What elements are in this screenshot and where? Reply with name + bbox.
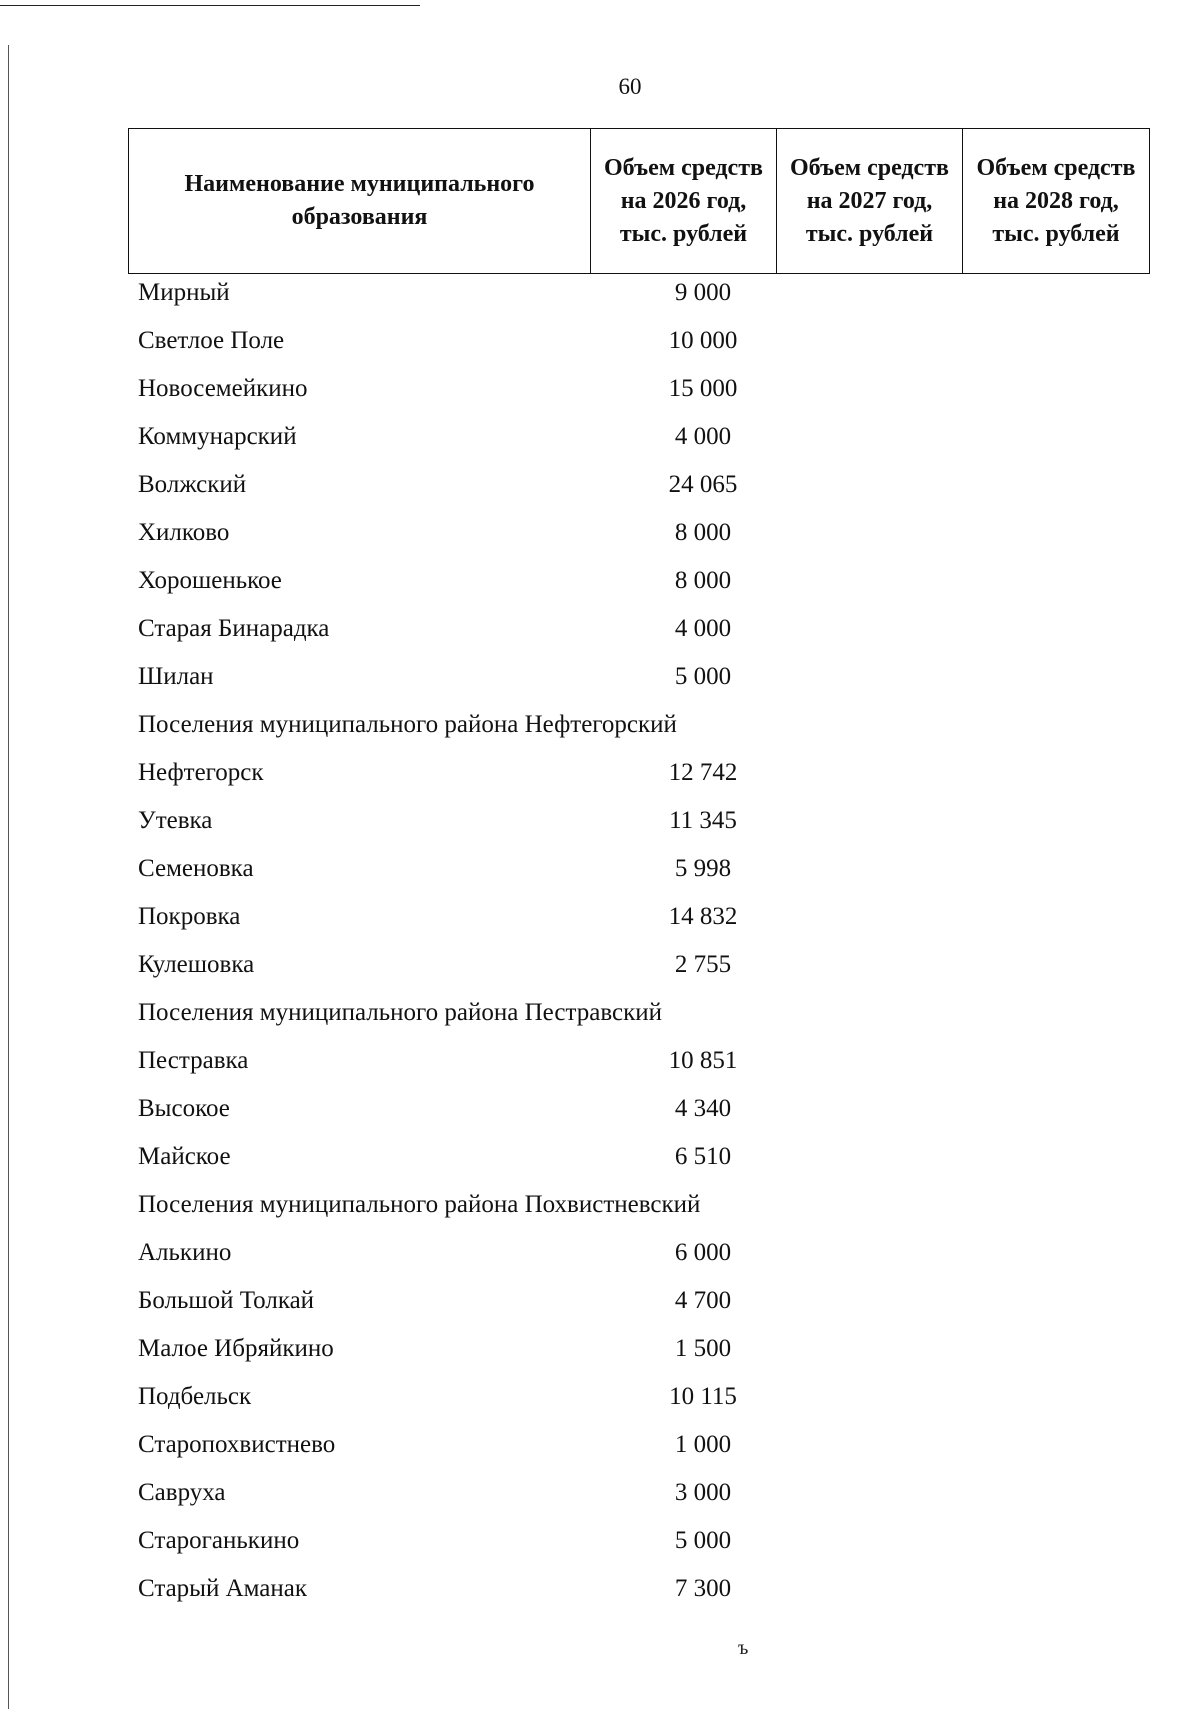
table-body: [138, 279, 1149, 1623]
amount-2026: 5 000: [674, 1527, 732, 1554]
municipality-name: Мирный: [138, 279, 230, 306]
table-row: [138, 519, 1149, 567]
amount-2027-2028-empty: [818, 1143, 1149, 1191]
amount-2026: 1 500: [674, 1335, 732, 1362]
amount-2027-2028-empty: [818, 1335, 1149, 1383]
amount-2026: 8 000: [674, 519, 732, 546]
amount-2026: 1 000: [674, 1431, 732, 1458]
municipality-name: Старая Бинарадка: [138, 615, 330, 642]
table-row: [138, 1095, 1149, 1143]
amount-2026: 10 115: [669, 1383, 737, 1410]
amount-2026: 11 345: [669, 807, 737, 834]
municipality-name: Савруха: [138, 1479, 226, 1506]
amount-2026: 12 742: [668, 759, 738, 786]
amount-2026: 15 000: [668, 375, 738, 402]
municipality-name: Майское: [138, 1143, 231, 1170]
header-name-column: Наименование муниципального образования: [129, 129, 591, 274]
amount-2026: 10 000: [668, 327, 738, 354]
table-row: [138, 471, 1149, 519]
page-number: 60: [618, 74, 642, 99]
amount-2027-2028-empty: [818, 471, 1149, 519]
municipality-name: Большой Толкай: [138, 1287, 315, 1314]
table-row: [138, 1527, 1149, 1575]
amount-2027-2028-empty: [818, 1383, 1149, 1431]
amount-2027-2028-empty: [818, 279, 1149, 327]
municipality-name: Алькино: [138, 1239, 232, 1266]
table-row: [138, 1431, 1149, 1479]
table-row: [138, 663, 1149, 711]
amount-2027-2028-empty: [818, 807, 1149, 855]
amount-2027-2028-empty: [818, 1431, 1149, 1479]
table-row: [138, 1479, 1149, 1527]
amount-2027-2028-empty: [818, 567, 1149, 615]
amount-2026: 14 832: [668, 903, 738, 930]
amount-2027-2028-empty: [818, 375, 1149, 423]
table-row: [138, 279, 1149, 327]
header-2026-column: Объем средств на 2026 год, тыс. рублей: [591, 129, 777, 274]
amount-2027-2028-empty: [818, 1047, 1149, 1095]
header-row: [129, 129, 1150, 274]
table-row: [138, 1335, 1149, 1383]
amount-2026: 3 000: [674, 1479, 732, 1506]
table-row: [138, 1383, 1149, 1431]
table-row: [138, 423, 1149, 471]
table-row: [138, 1047, 1149, 1095]
amount-2026: 6 510: [674, 1143, 732, 1170]
municipality-name: Высокое: [138, 1095, 230, 1122]
group-header-label: Поселения муниципального района Нефтегорский: [138, 711, 677, 738]
amount-2026: 7 300: [674, 1575, 732, 1602]
amount-2027-2028-empty: [818, 327, 1149, 375]
municipality-name: Покровка: [138, 903, 241, 930]
group-header-label: Поселения муниципального района Пестравский: [138, 999, 662, 1026]
group-header-row: [138, 711, 1149, 759]
header-2028-column: Объем средств на 2028 год, тыс. рублей: [963, 129, 1150, 274]
municipality-name: Староганькино: [138, 1527, 300, 1554]
municipality-name: Светлое Поле: [138, 327, 285, 354]
table-row: [138, 855, 1149, 903]
group-header-row: [138, 999, 1149, 1047]
municipality-name: Коммунарский: [138, 423, 297, 450]
amount-2027-2028-empty: [818, 759, 1149, 807]
amount-2026: 6 000: [674, 1239, 732, 1266]
amount-2026: 5 998: [674, 855, 732, 882]
municipality-name: Подбельск: [138, 1383, 252, 1410]
municipality-name: Малое Ибряйкино: [138, 1335, 334, 1362]
amount-2027-2028-empty: [818, 615, 1149, 663]
table-row: [138, 759, 1149, 807]
municipality-name: Хилково: [138, 519, 230, 546]
amount-2027-2028-empty: [818, 1287, 1149, 1335]
municipality-name: Старый Аманак: [138, 1575, 308, 1602]
amount-2027-2028-empty: [818, 663, 1149, 711]
municipality-name: Кулешовка: [138, 951, 255, 978]
municipality-name: Старопохвистнево: [138, 1431, 336, 1458]
amount-2026: 5 000: [674, 663, 732, 690]
municipality-name: Шилан: [138, 663, 214, 690]
amount-2027-2028-empty: [818, 1239, 1149, 1287]
table-row: [138, 1239, 1149, 1287]
amount-2027-2028-empty: [818, 1479, 1149, 1527]
amount-2026: 4 700: [674, 1287, 732, 1314]
amount-2026: 10 851: [668, 1047, 738, 1074]
amount-2026: 9 000: [674, 279, 732, 306]
amount-2026: 8 000: [674, 567, 732, 594]
municipality-name: Волжский: [138, 471, 247, 498]
table-row: [138, 807, 1149, 855]
scan-artifact-mark: ъ: [738, 1637, 749, 1659]
table-header: [128, 128, 1150, 274]
amount-2027-2028-empty: [818, 951, 1149, 999]
municipality-name: Семеновка: [138, 855, 254, 882]
municipality-name: Хорошенькое: [138, 567, 282, 594]
amount-2027-2028-empty: [818, 1575, 1149, 1623]
group-header-row: [138, 1191, 1149, 1239]
table-row: [138, 1287, 1149, 1335]
amount-2027-2028-empty: [818, 1095, 1149, 1143]
table-row: [138, 1575, 1149, 1623]
municipality-name: Нефтегорск: [138, 759, 264, 786]
amount-2027-2028-empty: [818, 1527, 1149, 1575]
table-row: [138, 327, 1149, 375]
scan-edge-top: [0, 5, 420, 6]
table-row: [138, 951, 1149, 999]
amount-2026: 24 065: [668, 471, 738, 498]
amount-2027-2028-empty: [818, 519, 1149, 567]
amount-2026: 4 000: [674, 423, 732, 450]
amount-2027-2028-empty: [818, 855, 1149, 903]
table-row: [138, 1143, 1149, 1191]
amount-2026: 4 000: [674, 615, 732, 642]
group-header-label: Поселения муниципального района Похвистневский: [138, 1191, 701, 1218]
amount-2027-2028-empty: [818, 903, 1149, 951]
table-row: [138, 903, 1149, 951]
municipality-name: Утевка: [138, 807, 213, 834]
table-row: [138, 615, 1149, 663]
amount-2027-2028-empty: [818, 423, 1149, 471]
amount-2026: 4 340: [674, 1095, 732, 1122]
municipality-name: Пестравка: [138, 1047, 249, 1074]
table-row: [138, 567, 1149, 615]
table-row: [138, 375, 1149, 423]
amount-2026: 2 755: [674, 951, 732, 978]
header-2027-column: Объем средств на 2027 год, тыс. рублей: [777, 129, 963, 274]
scan-edge-left: [8, 45, 9, 1709]
municipality-name: Новосемейкино: [138, 375, 308, 402]
